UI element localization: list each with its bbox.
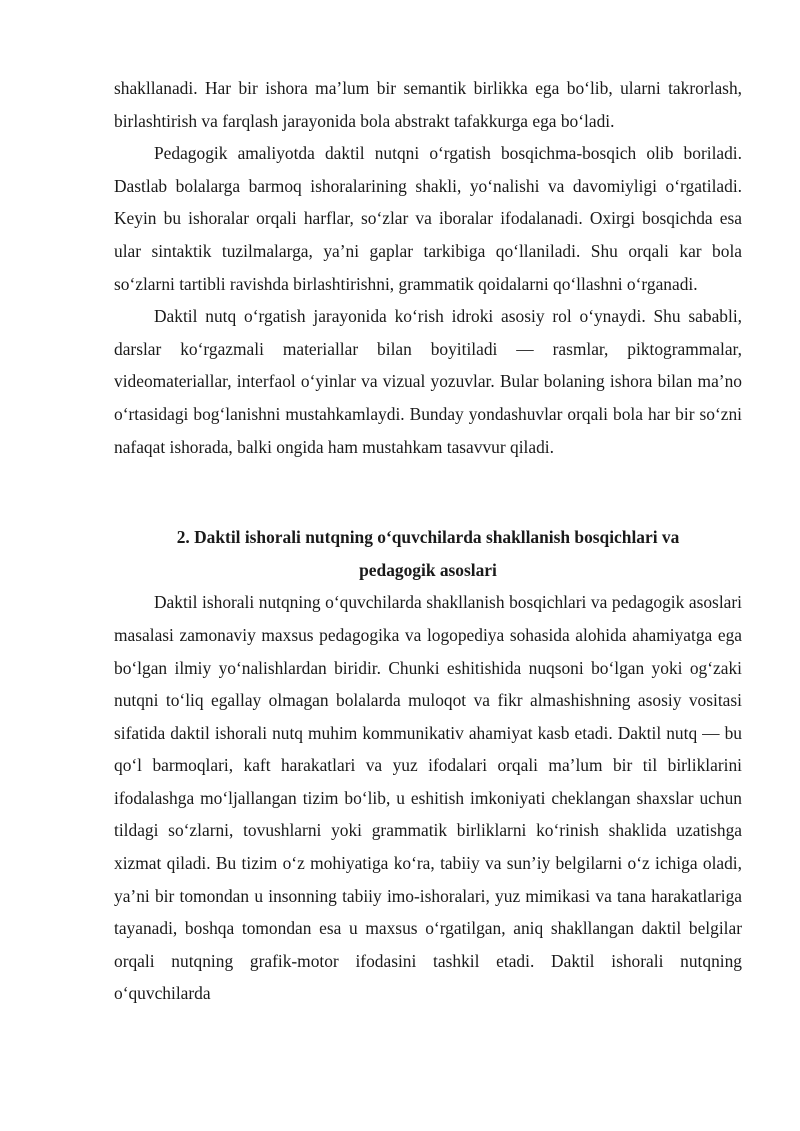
paragraph-pedagogical-practice: Pedagogik amaliyotda daktil nutqni o‘rgatish bosqichma-bosqich olib boriladi. Dastlab bolalarga barmoq ishoralarining shakli, yo‘nalishi va davomiyligi o‘rgatiladi. Keyin bu ishoralar orqali harflar, so‘zlar va iboralar ifodalanadi. Oxirgi bosqichda esa ular sintaktik tuzilmalarga, ya’ni gaplar tarkibiga qo‘llaniladi. Shu orqali kar bola so‘zlarni tartibli ravishda birlashtirishni, grammatik qoidalarni qo‘llashni o‘rganadi. <box>114 143 742 294</box>
section-heading-line-2: pedagogik asoslari <box>359 559 497 580</box>
section-heading <box>114 521 742 586</box>
document-page <box>114 72 742 1010</box>
paragraph-visual-perception: Daktil nutq o‘rgatish jarayonida ko‘rish idroki asosiy rol o‘ynaydi. Shu sababli, darslar ko‘rgazmali materiallar bilan boyitiladi — rasmlar, piktogrammalar, videomateriallar, interfaol o‘yinlar va vizual yozuvlar. Bular bolaning ishora bilan ma’no o‘rtasidagi bog‘lanishni mustahkamlaydi. Bunday yondashuvlar orqali bola har bir so‘zni nafaqat ishorada, balki ongida ham mustahkam tasavvur qiladi. <box>114 306 742 457</box>
paragraph-continuation: shakllanadi. Har bir ishora ma’lum bir semantik birlikka ega bo‘lib, ularni takrorlash, birlashtirish va farqlash jarayonida bola abstrakt tafakkurga ega bo‘ladi. <box>114 78 742 131</box>
section-heading-line-1: 2. Daktil ishorali nutqning o‘quvchilarda shakllanish bosqichlari va <box>176 527 680 548</box>
section-spacer <box>114 463 742 521</box>
paragraph-section-body: Daktil ishorali nutqning o‘quvchilarda shakllanish bosqichlari va pedagogik asoslari masalasi zamonaviy maxsus pedagogika va logopediya sohasida alohida ahamiyatga ega bo‘lgan ilmiy yo‘nalishlardan biridir. Chunki eshitishida nuqsoni bo‘lgan yoki og‘zaki nutqni to‘liq egallay olmagan bolalarda muloqot va fikr almashishning asosiy vositasi sifatida daktil ishorali nutq muhim kommunikativ ahamiyat kasb etadi. Daktil nutq — bu qo‘l barmoqlari, kaft harakatlari va yuz ifodalari orqali ma’lum bir til birliklarini ifodalashga mo‘ljallangan tizim bo‘lib, u eshitish imkoniyati cheklangan shaxslar uchun tildagi so‘zlarni, tovushlarni yoki grammatik birliklarni ko‘rinish shaklida uzatishga xizmat qiladi. Bu tizim o‘z mohiyatiga ko‘ra, tabiiy va sun’iy belgilarni o‘z ichiga oladi, ya’ni bir tomondan u insonning tabiiy imo-ishoralari, yuz mimikasi va tana harakatlariga tayanadi, boshqa tomondan esa u maxsus o‘rgatilgan, aniq shakllangan daktil belgilar orqali nutqning grafik-motor ifodasini tashkil etadi. Daktil ishorali nutqning o‘quvchilarda <box>114 592 742 1004</box>
